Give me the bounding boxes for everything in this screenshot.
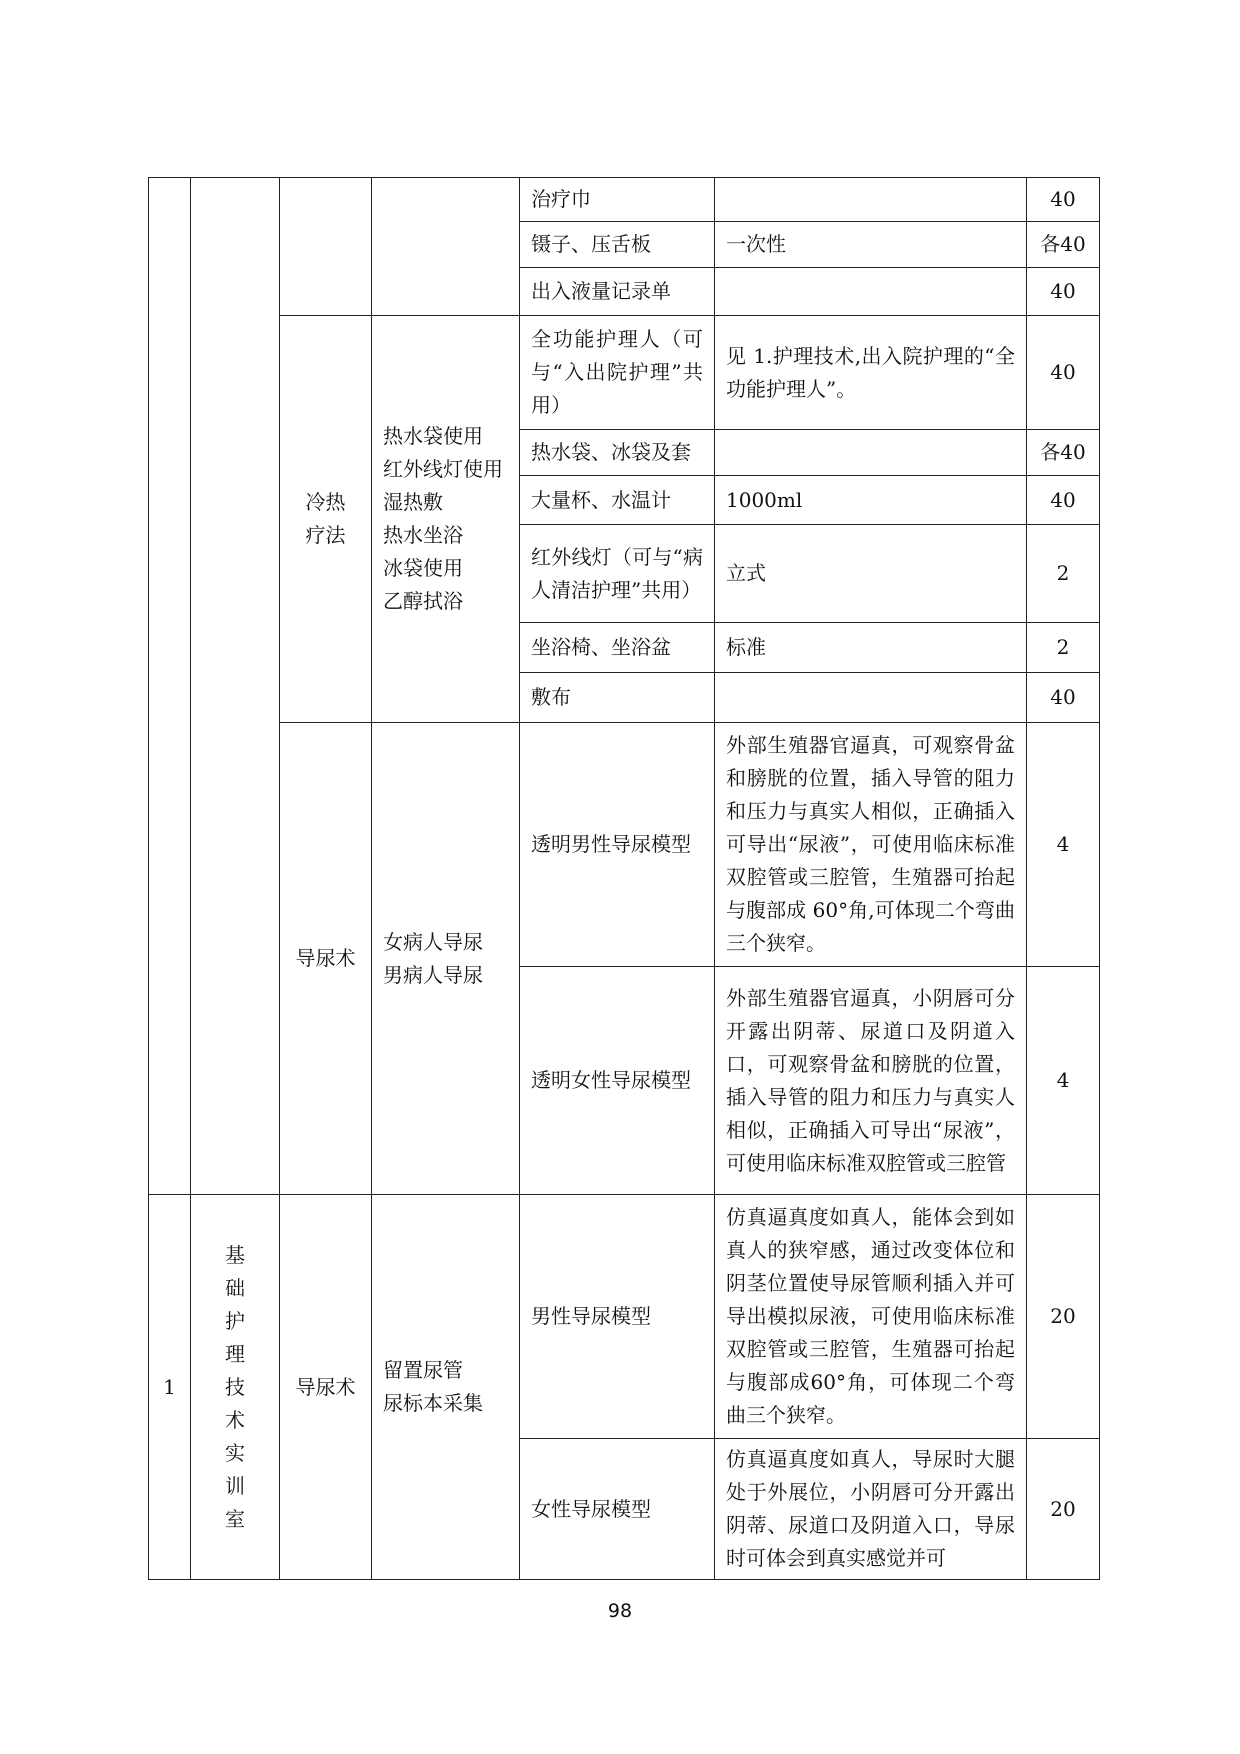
- equipment-qty: 4: [1027, 723, 1100, 967]
- content-cell: 留置尿管 尿标本采集: [372, 1195, 520, 1580]
- equipment-name: 大量杯、水温计: [520, 476, 715, 525]
- page-number: 98: [607, 1600, 633, 1622]
- equipment-qty: 40: [1027, 316, 1100, 430]
- equipment-qty: 各40: [1027, 430, 1100, 476]
- table-row: [149, 723, 1100, 967]
- equipment-spec: 外部生殖器官逼真，小阴唇可分开露出阴蒂、尿道口及阴道入口，可观察骨盆和膀胱的位置，插入导管的阻力和压力与真实人相似，正确插入可导出“尿液”，可使用临床标准双腔管或三腔管: [715, 967, 1027, 1195]
- equipment-qty: 40: [1027, 268, 1100, 316]
- room-cell: [191, 178, 280, 1195]
- equipment-name: 透明男性导尿模型: [520, 723, 715, 967]
- equipment-spec: [715, 430, 1027, 476]
- equipment-name: 全功能护理人（可与“入出院护理”共用）: [520, 316, 715, 430]
- equipment-name: 治疗巾: [520, 178, 715, 222]
- serial-cell: 1: [149, 1195, 191, 1580]
- equipment-spec: 仿真逼真度如真人，能体会到如真人的狭窄感，通过改变体位和阴茎位置使导尿管顺利插入并可导出模拟尿液，可使用临床标准双腔管或三腔管，生殖器可抬起与腹部成60°角，可体现二个弯曲三个狭窄。: [715, 1195, 1027, 1439]
- equipment-spec: 一次性: [715, 222, 1027, 268]
- equipment-name: 女性导尿模型: [520, 1439, 715, 1580]
- equipment-name: 坐浴椅、坐浴盆: [520, 623, 715, 673]
- project-cell: [280, 178, 372, 316]
- content-cell: [372, 178, 520, 316]
- content-cell: 女病人导尿 男病人导尿: [372, 723, 520, 1195]
- equipment-name: 男性导尿模型: [520, 1195, 715, 1439]
- project-cell: 冷热 疗法: [280, 316, 372, 723]
- equipment-qty: 20: [1027, 1439, 1100, 1580]
- project-cell: 导尿术: [280, 723, 372, 1195]
- equipment-name: 透明女性导尿模型: [520, 967, 715, 1195]
- equipment-name: 镊子、压舌板: [520, 222, 715, 268]
- equipment-qty: 各40: [1027, 222, 1100, 268]
- equipment-spec: 见 1.护理技术,出入院护理的“全功能护理人”。: [715, 316, 1027, 430]
- equipment-qty: 40: [1027, 178, 1100, 222]
- equipment-table: [148, 177, 1100, 1580]
- equipment-spec: 仿真逼真度如真人，导尿时大腿处于外展位，小阴唇可分开露出阴蒂、尿道口及阴道入口，导尿时可体会到真实感觉并可: [715, 1439, 1027, 1580]
- equipment-qty: 2: [1027, 623, 1100, 673]
- equipment-spec: 立式: [715, 525, 1027, 623]
- equipment-spec: 外部生殖器官逼真，可观察骨盆和膀胱的位置，插入导管的阻力和压力与真实人相似，正确插入可导出“尿液”，可使用临床标准双腔管或三腔管，生殖器可抬起与腹部成 60°角,可体现二个弯曲三个狭窄。: [715, 723, 1027, 967]
- equipment-qty: 40: [1027, 476, 1100, 525]
- equipment-name: 热水袋、冰袋及套: [520, 430, 715, 476]
- equipment-qty: 20: [1027, 1195, 1100, 1439]
- equipment-name: 红外线灯（可与“病人清洁护理”共用）: [520, 525, 715, 623]
- table-row: [149, 178, 1100, 222]
- room-cell: 基 础 护 理 技 术 实 训 室: [191, 1195, 280, 1580]
- equipment-qty: 4: [1027, 967, 1100, 1195]
- equipment-qty: 40: [1027, 673, 1100, 723]
- equipment-spec: 1000ml: [715, 476, 1027, 525]
- equipment-spec: 标准: [715, 623, 1027, 673]
- equipment-spec: [715, 178, 1027, 222]
- equipment-name: 敷布: [520, 673, 715, 723]
- equipment-qty: 2: [1027, 525, 1100, 623]
- equipment-spec: [715, 268, 1027, 316]
- table-row: [149, 316, 1100, 430]
- serial-cell: [149, 178, 191, 1195]
- table-row: [149, 1195, 1100, 1439]
- equipment-name: 出入液量记录单: [520, 268, 715, 316]
- project-cell: 导尿术: [280, 1195, 372, 1580]
- equipment-spec: [715, 673, 1027, 723]
- content-cell: 热水袋使用 红外线灯使用 湿热敷 热水坐浴 冰袋使用 乙醇拭浴: [372, 316, 520, 723]
